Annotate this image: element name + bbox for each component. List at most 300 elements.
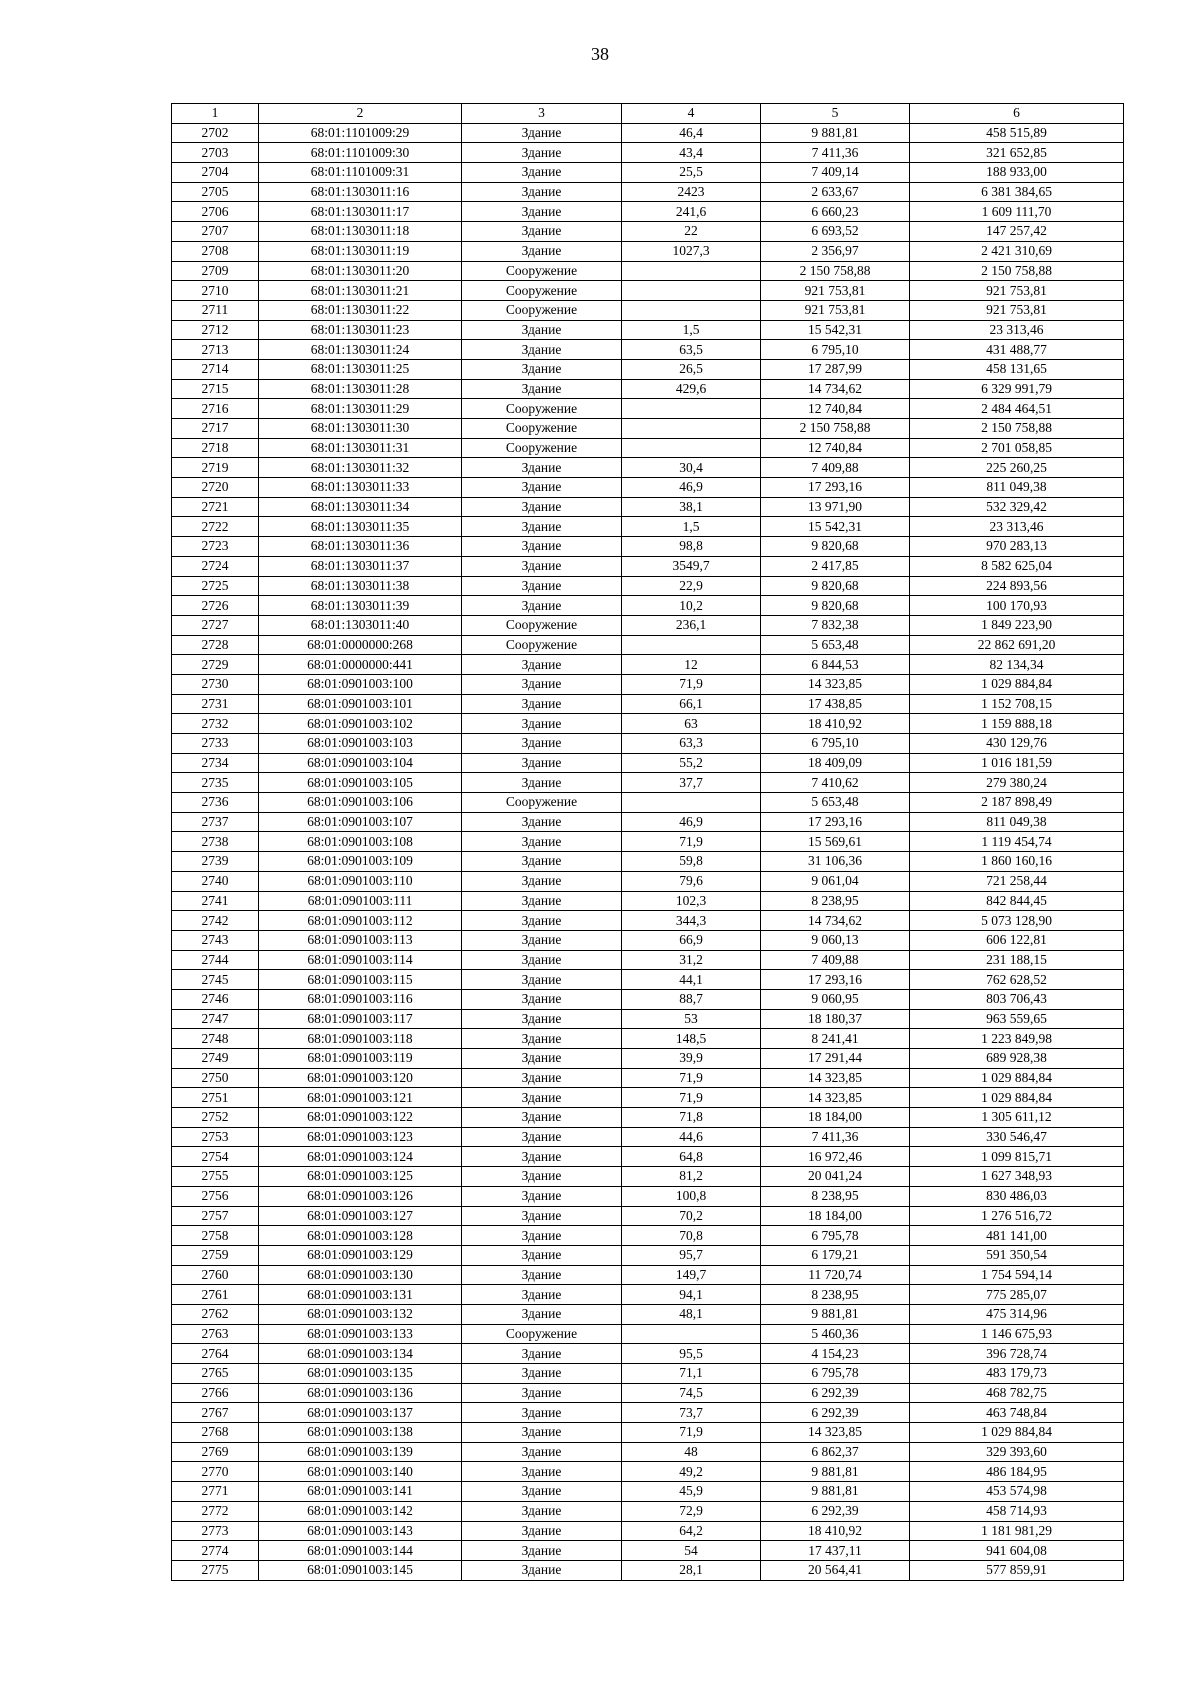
table-cell: 2713	[172, 340, 259, 360]
table-row	[172, 1167, 1124, 1187]
table-cell: 68:01:1303011:17	[259, 202, 462, 222]
table-cell: 43,4	[622, 143, 761, 163]
table-row	[172, 163, 1124, 183]
table-cell: 2773	[172, 1521, 259, 1541]
table-row	[172, 478, 1124, 498]
table-cell: 98,8	[622, 537, 761, 557]
table-cell: Здание	[462, 458, 622, 478]
table-cell: Здание	[462, 182, 622, 202]
table-cell: 39,9	[622, 1049, 761, 1069]
table-cell: 8 238,95	[761, 891, 910, 911]
table-cell: 2757	[172, 1206, 259, 1226]
table-cell: 2714	[172, 359, 259, 379]
table-cell: 68:01:1303011:39	[259, 596, 462, 616]
header-cell: 6	[910, 104, 1124, 124]
table-cell: Здание	[462, 1029, 622, 1049]
table-cell: 811 049,38	[910, 478, 1124, 498]
table-cell: 8 241,41	[761, 1029, 910, 1049]
table-cell: Здание	[462, 340, 622, 360]
table-cell: 2771	[172, 1482, 259, 1502]
table-row	[172, 419, 1124, 439]
table-cell: 68:01:1303011:24	[259, 340, 462, 360]
table-row	[172, 1285, 1124, 1305]
table-cell: 225 260,25	[910, 458, 1124, 478]
table-row	[172, 497, 1124, 517]
table-cell: Здание	[462, 478, 622, 498]
table-cell: Здание	[462, 556, 622, 576]
table-cell: 48,1	[622, 1304, 761, 1324]
table-cell: 9 881,81	[761, 1482, 910, 1502]
table-cell: 17 287,99	[761, 359, 910, 379]
table-row	[172, 359, 1124, 379]
table-cell: Здание	[462, 202, 622, 222]
table-cell: Здание	[462, 163, 622, 183]
table-cell: 48	[622, 1442, 761, 1462]
table-row	[172, 320, 1124, 340]
table-cell: 921 753,81	[761, 300, 910, 320]
table-cell: Здание	[462, 1009, 622, 1029]
table-cell: 68:01:0901003:102	[259, 714, 462, 734]
table-cell: 20 564,41	[761, 1560, 910, 1580]
table-cell: Здание	[462, 1423, 622, 1443]
table-cell: 68:01:0901003:112	[259, 911, 462, 931]
table-cell: 147 257,42	[910, 222, 1124, 242]
table-row	[172, 911, 1124, 931]
table-cell: 70,2	[622, 1206, 761, 1226]
table-cell: Здание	[462, 1442, 622, 1462]
table-cell: 68:01:1303011:37	[259, 556, 462, 576]
table-row	[172, 871, 1124, 891]
table-cell: 941 604,08	[910, 1541, 1124, 1561]
table-cell: Здание	[462, 832, 622, 852]
table-cell: Здание	[462, 871, 622, 891]
table-cell: Здание	[462, 1521, 622, 1541]
table-cell: 71,9	[622, 1088, 761, 1108]
table-cell: 12 740,84	[761, 399, 910, 419]
table-cell: 2734	[172, 753, 259, 773]
table-cell: Здание	[462, 930, 622, 950]
table-cell: 68:01:1101009:31	[259, 163, 462, 183]
table-cell: 22,9	[622, 576, 761, 596]
table-cell: 7 409,14	[761, 163, 910, 183]
table-cell: 2775	[172, 1560, 259, 1580]
table-cell: 14 734,62	[761, 379, 910, 399]
table-cell: 68:01:0901003:103	[259, 734, 462, 754]
table-row	[172, 1482, 1124, 1502]
table-cell: Здание	[462, 1186, 622, 1206]
table-cell: 2728	[172, 635, 259, 655]
table-cell: 1 181 981,29	[910, 1521, 1124, 1541]
table-cell: Здание	[462, 655, 622, 675]
table-cell: 577 859,91	[910, 1560, 1124, 1580]
table-cell: 2733	[172, 734, 259, 754]
table-row	[172, 1304, 1124, 1324]
table-cell: 31,2	[622, 950, 761, 970]
table-cell: 396 728,74	[910, 1344, 1124, 1364]
table-row	[172, 123, 1124, 143]
table-row	[172, 596, 1124, 616]
table-cell: Здание	[462, 576, 622, 596]
table-cell: Здание	[462, 950, 622, 970]
table-cell: 68:01:0901003:139	[259, 1442, 462, 1462]
table-cell: 49,2	[622, 1462, 761, 1482]
table-cell: 88,7	[622, 989, 761, 1009]
table-cell: 2745	[172, 970, 259, 990]
table-cell: Сооружение	[462, 793, 622, 813]
table-cell: 71,8	[622, 1108, 761, 1128]
table-cell: 2730	[172, 674, 259, 694]
table-cell: 830 486,03	[910, 1186, 1124, 1206]
table-row	[172, 143, 1124, 163]
table-cell: 1 860 160,16	[910, 852, 1124, 872]
table-row	[172, 458, 1124, 478]
table-cell: 71,9	[622, 832, 761, 852]
table-cell: 463 748,84	[910, 1403, 1124, 1423]
table-cell: 2 150 758,88	[910, 261, 1124, 281]
table-cell: 55,2	[622, 753, 761, 773]
table-cell: 1 029 884,84	[910, 1088, 1124, 1108]
table-cell: Здание	[462, 1403, 622, 1423]
table-cell: 59,8	[622, 852, 761, 872]
table-cell: 68:01:1303011:36	[259, 537, 462, 557]
table-row	[172, 674, 1124, 694]
table-cell: 68:01:0901003:113	[259, 930, 462, 950]
data-table	[171, 103, 1124, 1581]
table-cell	[622, 793, 761, 813]
header-cell: 5	[761, 104, 910, 124]
table-cell: 2762	[172, 1304, 259, 1324]
table-cell: 2754	[172, 1147, 259, 1167]
table-cell: 17 437,11	[761, 1541, 910, 1561]
table-cell: 74,5	[622, 1383, 761, 1403]
table-cell: 68:01:1303011:19	[259, 241, 462, 261]
table-cell: 963 559,65	[910, 1009, 1124, 1029]
table-cell: 68:01:1303011:35	[259, 517, 462, 537]
table-cell: 5 073 128,90	[910, 911, 1124, 931]
table-cell: Сооружение	[462, 261, 622, 281]
table-cell: 6 179,21	[761, 1245, 910, 1265]
table-cell: 68:01:1101009:30	[259, 143, 462, 163]
table-cell: 7 409,88	[761, 458, 910, 478]
table-cell: 45,9	[622, 1482, 761, 1502]
header-row	[172, 104, 1124, 124]
table-cell: 18 180,37	[761, 1009, 910, 1029]
table-body	[172, 123, 1124, 1580]
table-cell: Здание	[462, 1285, 622, 1305]
table-cell: 2748	[172, 1029, 259, 1049]
table-row	[172, 399, 1124, 419]
table-cell: 68:01:0000000:268	[259, 635, 462, 655]
table-row	[172, 281, 1124, 301]
table-cell: 14 734,62	[761, 911, 910, 931]
table-cell: 68:01:0901003:137	[259, 1403, 462, 1423]
table-cell: 2732	[172, 714, 259, 734]
table-cell: Здание	[462, 1383, 622, 1403]
table-cell: 2 484 464,51	[910, 399, 1124, 419]
table-row	[172, 1265, 1124, 1285]
table-cell: 68:01:0901003:111	[259, 891, 462, 911]
table-row	[172, 832, 1124, 852]
table-cell: 71,9	[622, 1423, 761, 1443]
table-row	[172, 773, 1124, 793]
table-cell: 68:01:1303011:20	[259, 261, 462, 281]
table-cell: 2756	[172, 1186, 259, 1206]
table-cell: Здание	[462, 241, 622, 261]
table-cell: 2 150 758,88	[910, 419, 1124, 439]
table-cell: 63,5	[622, 340, 761, 360]
table-cell: 68:01:0901003:136	[259, 1383, 462, 1403]
table-cell: Здание	[462, 1245, 622, 1265]
table-cell: 23 313,46	[910, 320, 1124, 340]
table-cell: 7 411,36	[761, 1127, 910, 1147]
table-cell: 44,6	[622, 1127, 761, 1147]
table-row	[172, 340, 1124, 360]
table-cell: 2746	[172, 989, 259, 1009]
table-row	[172, 1226, 1124, 1246]
table-cell: 483 179,73	[910, 1364, 1124, 1384]
table-row	[172, 1186, 1124, 1206]
table-cell: 68:01:1303011:30	[259, 419, 462, 439]
table-cell: Здание	[462, 222, 622, 242]
table-row	[172, 812, 1124, 832]
table-cell: 2763	[172, 1324, 259, 1344]
table-cell: Здание	[462, 1108, 622, 1128]
table-cell: 3549,7	[622, 556, 761, 576]
table-cell: 811 049,38	[910, 812, 1124, 832]
table-cell: 7 409,88	[761, 950, 910, 970]
table-cell: 2751	[172, 1088, 259, 1108]
table-cell: 2423	[622, 182, 761, 202]
table-cell: 2750	[172, 1068, 259, 1088]
table-cell: 9 060,95	[761, 989, 910, 1009]
table-cell: 1027,3	[622, 241, 761, 261]
table-cell: 68:01:0901003:130	[259, 1265, 462, 1285]
table-row	[172, 970, 1124, 990]
table-cell: 22	[622, 222, 761, 242]
table-cell: 68:01:0901003:121	[259, 1088, 462, 1108]
table-cell: 6 329 991,79	[910, 379, 1124, 399]
table-cell: 18 410,92	[761, 714, 910, 734]
table-cell: 95,7	[622, 1245, 761, 1265]
table-cell: 64,8	[622, 1147, 761, 1167]
table-cell	[622, 300, 761, 320]
table-row	[172, 222, 1124, 242]
table-cell: 2764	[172, 1344, 259, 1364]
table-cell: Сооружение	[462, 635, 622, 655]
table-cell: 16 972,46	[761, 1147, 910, 1167]
table-cell: 68:01:0901003:144	[259, 1541, 462, 1561]
table-cell: 82 134,34	[910, 655, 1124, 675]
table-cell: 2737	[172, 812, 259, 832]
table-row	[172, 1560, 1124, 1580]
table-row	[172, 1009, 1124, 1029]
table-cell: 429,6	[622, 379, 761, 399]
table-cell: 18 184,00	[761, 1206, 910, 1226]
table-cell: 2703	[172, 143, 259, 163]
table-cell: 2 633,67	[761, 182, 910, 202]
table-cell: 148,5	[622, 1029, 761, 1049]
table-cell: 46,4	[622, 123, 761, 143]
table-cell: 73,7	[622, 1403, 761, 1423]
table-cell: 71,9	[622, 674, 761, 694]
table-cell: Сооружение	[462, 419, 622, 439]
table-cell: 468 782,75	[910, 1383, 1124, 1403]
table-cell: 2727	[172, 615, 259, 635]
table-cell: 921 753,81	[761, 281, 910, 301]
table-cell: Здание	[462, 1364, 622, 1384]
table-cell: 236,1	[622, 615, 761, 635]
table-cell: 100,8	[622, 1186, 761, 1206]
table-cell: 2716	[172, 399, 259, 419]
header-cell: 3	[462, 104, 622, 124]
table-cell: 2706	[172, 202, 259, 222]
table-cell: Здание	[462, 970, 622, 990]
table-cell: 13 971,90	[761, 497, 910, 517]
table-cell: 68:01:0901003:117	[259, 1009, 462, 1029]
table-row	[172, 1442, 1124, 1462]
table-row	[172, 1462, 1124, 1482]
table-cell: 2770	[172, 1462, 259, 1482]
table-cell	[622, 438, 761, 458]
table-cell: 2726	[172, 596, 259, 616]
table-cell: 2 150 758,88	[761, 261, 910, 281]
table-cell: 344,3	[622, 911, 761, 931]
table-cell: 2722	[172, 517, 259, 537]
table-cell: 14 323,85	[761, 674, 910, 694]
table-cell: 68:01:0901003:135	[259, 1364, 462, 1384]
table-cell: 68:01:1303011:33	[259, 478, 462, 498]
table-cell: 329 393,60	[910, 1442, 1124, 1462]
table-cell: 68:01:1303011:23	[259, 320, 462, 340]
table-cell: 842 844,45	[910, 891, 1124, 911]
table-cell: 188 933,00	[910, 163, 1124, 183]
table-cell: 68:01:0901003:145	[259, 1560, 462, 1580]
table-cell: 17 293,16	[761, 812, 910, 832]
table-row	[172, 438, 1124, 458]
table-row	[172, 1147, 1124, 1167]
table-cell: 9 061,04	[761, 871, 910, 891]
table-cell: 68:01:0901003:143	[259, 1521, 462, 1541]
table-cell: 68:01:0901003:140	[259, 1462, 462, 1482]
table-cell: 532 329,42	[910, 497, 1124, 517]
table-cell: 15 569,61	[761, 832, 910, 852]
table-cell: 2717	[172, 419, 259, 439]
table-cell: 2715	[172, 379, 259, 399]
table-cell: 37,7	[622, 773, 761, 793]
table-cell: 68:01:0901003:142	[259, 1501, 462, 1521]
table-cell: 68:01:0901003:129	[259, 1245, 462, 1265]
table-cell: 2767	[172, 1403, 259, 1423]
table-row	[172, 891, 1124, 911]
table-cell: 68:01:1303011:22	[259, 300, 462, 320]
table-cell: 2768	[172, 1423, 259, 1443]
table-row	[172, 793, 1124, 813]
table-cell: 1 152 708,15	[910, 694, 1124, 714]
table-cell: 70,8	[622, 1226, 761, 1246]
table-cell: 2723	[172, 537, 259, 557]
table-cell: 68:01:0901003:107	[259, 812, 462, 832]
table-row	[172, 950, 1124, 970]
table-cell: Сооружение	[462, 399, 622, 419]
table-cell: Здание	[462, 1501, 622, 1521]
table-row	[172, 1127, 1124, 1147]
table-cell: 63,3	[622, 734, 761, 754]
table-row	[172, 734, 1124, 754]
table-cell: 6 795,78	[761, 1226, 910, 1246]
table-cell: Здание	[462, 1127, 622, 1147]
table-cell: 46,9	[622, 478, 761, 498]
table-cell: 5 653,48	[761, 635, 910, 655]
table-cell: 11 720,74	[761, 1265, 910, 1285]
table-cell: 54	[622, 1541, 761, 1561]
table-row	[172, 1344, 1124, 1364]
table-cell: 68:01:1101009:29	[259, 123, 462, 143]
table-cell: 9 881,81	[761, 123, 910, 143]
table-cell: 9 881,81	[761, 1304, 910, 1324]
table-cell: Здание	[462, 1462, 622, 1482]
table-cell: 10,2	[622, 596, 761, 616]
table-cell: 53	[622, 1009, 761, 1029]
table-row	[172, 852, 1124, 872]
table-cell: 6 862,37	[761, 1442, 910, 1462]
table-cell: 18 184,00	[761, 1108, 910, 1128]
table-cell: 2710	[172, 281, 259, 301]
table-cell: 68:01:0901003:109	[259, 852, 462, 872]
header-cell: 1	[172, 104, 259, 124]
table-cell: 6 292,39	[761, 1501, 910, 1521]
table-cell: 20 041,24	[761, 1167, 910, 1187]
table-cell	[622, 1324, 761, 1344]
table-cell: 2744	[172, 950, 259, 970]
table-cell: 6 660,23	[761, 202, 910, 222]
table-cell: 689 928,38	[910, 1049, 1124, 1069]
table-row	[172, 1423, 1124, 1443]
table-row	[172, 517, 1124, 537]
table-cell: 453 574,98	[910, 1482, 1124, 1502]
table-cell: Здание	[462, 596, 622, 616]
table-cell: 79,6	[622, 871, 761, 891]
table-cell: 8 238,95	[761, 1186, 910, 1206]
table-cell: 68:01:0901003:128	[259, 1226, 462, 1246]
table-cell: Здание	[462, 674, 622, 694]
table-cell: 15 542,31	[761, 517, 910, 537]
table-cell: 2702	[172, 123, 259, 143]
table-cell: Здание	[462, 911, 622, 931]
table-cell: 1 159 888,18	[910, 714, 1124, 734]
table-row	[172, 1206, 1124, 1226]
table-cell: 68:01:0901003:127	[259, 1206, 462, 1226]
table-cell: 5 460,36	[761, 1324, 910, 1344]
table-cell: 68:01:0901003:141	[259, 1482, 462, 1502]
table-cell	[622, 281, 761, 301]
table-cell: 44,1	[622, 970, 761, 990]
table-cell: 2742	[172, 911, 259, 931]
table-cell: 68:01:0901003:124	[259, 1147, 462, 1167]
table-cell	[622, 399, 761, 419]
table-cell: 1 223 849,98	[910, 1029, 1124, 1049]
table-row	[172, 556, 1124, 576]
table-cell: 68:01:0901003:126	[259, 1186, 462, 1206]
table-row	[172, 1088, 1124, 1108]
table-cell: Здание	[462, 1265, 622, 1285]
table-cell: 2729	[172, 655, 259, 675]
table-cell: 68:01:0901003:118	[259, 1029, 462, 1049]
table-cell: 2769	[172, 1442, 259, 1462]
table-cell: 2753	[172, 1127, 259, 1147]
table-cell	[622, 261, 761, 281]
table-cell: Сооружение	[462, 281, 622, 301]
table-cell: 2772	[172, 1501, 259, 1521]
